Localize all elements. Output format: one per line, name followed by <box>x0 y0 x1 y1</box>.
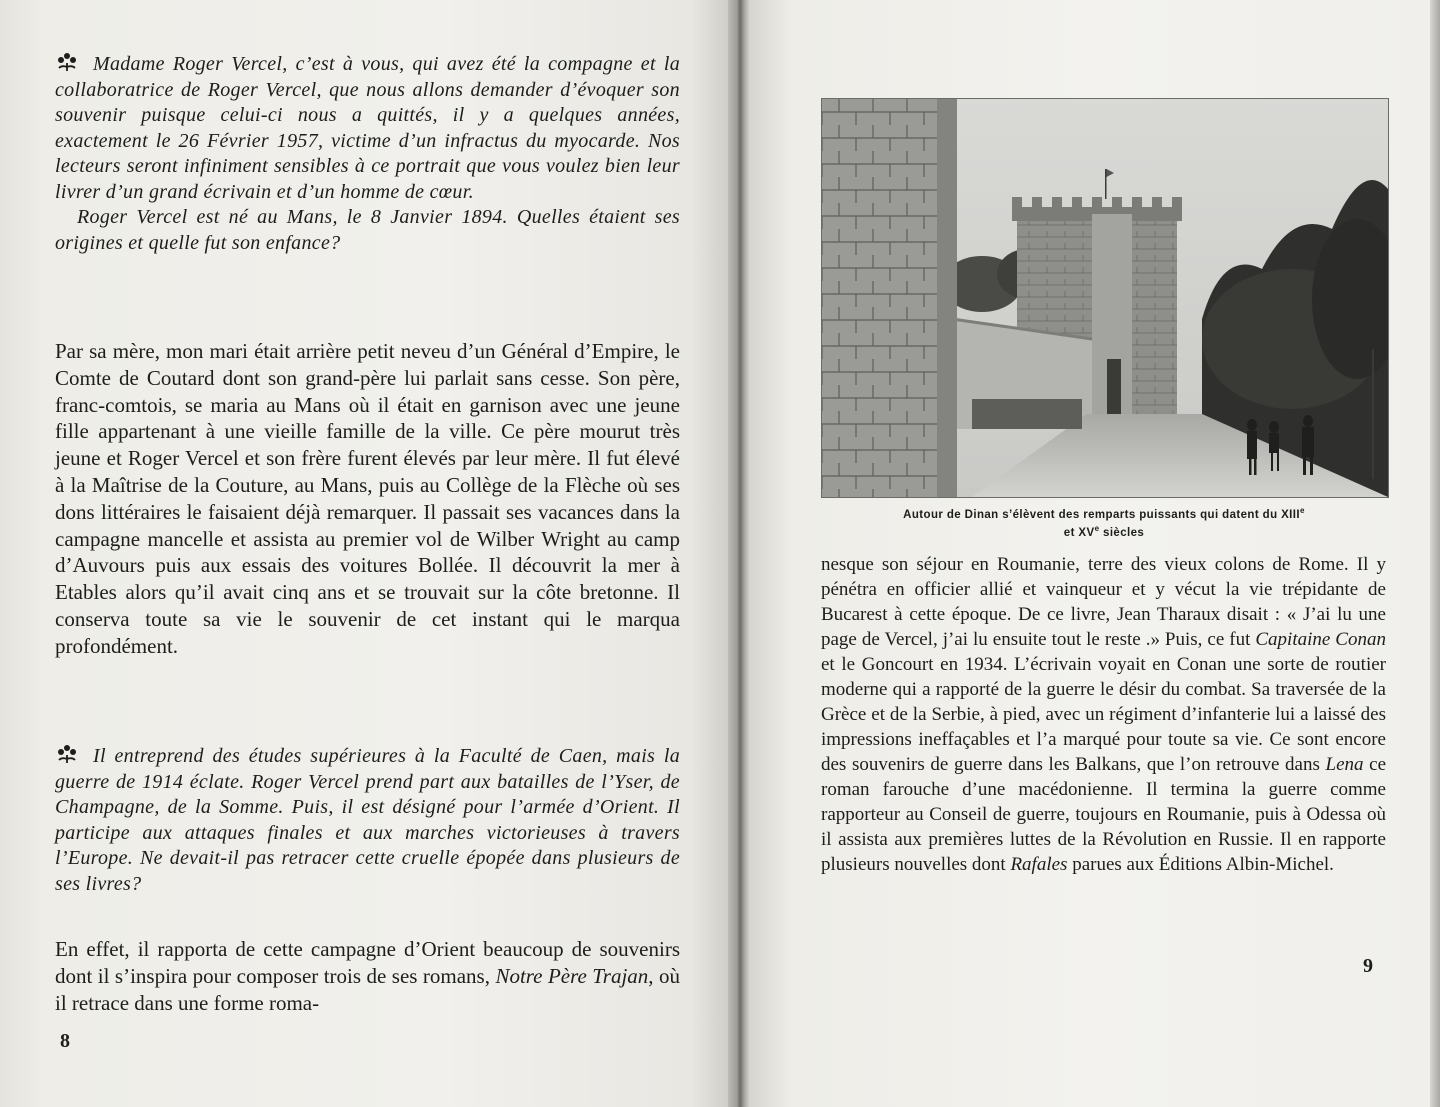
question-1-paragraph-2: Roger Vercel est né au Mans, le 8 Janvier 1894. Quelles étaient ses origines et quelle fut son enfance? <box>55 206 680 254</box>
page-number-left: 8 <box>60 1030 70 1052</box>
book-title-capitaine-conan: Capitaine Conan <box>1255 629 1386 650</box>
interview-question-1 <box>55 52 680 256</box>
page-edge <box>1430 0 1440 1107</box>
interview-answer-1: Par sa mère, mon mari était arrière petit neveu d’un Général d’Empire, le Comte de Coutard dont son grand-père lui parlait sans cesse. Son père, franc-comtois, se maria au Mans où il était en garnison avec une jeune fille appartenant à une vieille famille de la ville. Ce père mourut très jeune et Roger Vercel et son frère furent élevés par leur mère. Il fut élevé à la Maîtrise de la Couture, au Mans, puis au Collège de la Flèche où ses dons littéraires le faisaient déjà remarquer. Il passait ses vacances dans la campagne mancelle et assista au premier vol de Wilber Wright au camp d’Auvours puis aux essais des voitures Bollée. Il découvrit la mer à Etables alors qu’il avait cinq ans et se trouvait sur la côte bretonne. Il conserva toute sa vie le souvenir de cet instant qui le marqua profondément. <box>55 339 680 658</box>
book-gutter <box>728 0 750 1107</box>
interview-question-2 <box>55 744 680 897</box>
question-1-paragraph-1: Madame Roger Vercel, c’est à vous, qui avez été la compagne et la collaboratrice de Roger Vercel, que nous allons demander d’évoquer son souvenir puisque celui-ci nous a quittés, il y a quelques années, exactement le 26 Février 1957, victime d’un infractus du myocarde. Nos lecteurs seront infiniment sensibles à ce portrait que vous voulez bien leur livrer d’un grand écrivain et d’un homme de cœur. <box>55 53 680 203</box>
book-title: Notre Père Trajan <box>495 963 649 988</box>
flower-ornament-icon <box>55 52 79 72</box>
interview-answer-2: En effet, il rapporta de cette campagne d’Orient beaucoup de souvenirs dont il s’inspira pour composer trois de ses romans, Notre Père Trajan, où il retrace dans une forme roma- <box>55 937 680 1015</box>
book-title-rafales: Rafales <box>1010 854 1068 875</box>
question-2-paragraph: Il entreprend des études supérieures à la Faculté de Caen, mais la guerre de 1914 éclate. Roger Vercel prend part aux batailles de l’Yser, de Champagne, de la Somme. Puis, il est désigné pour l’armée d’Orient. Il participe aux attaques finales et aux marches victorieuses à travers l’Europe. Ne devait-il pas retracer cette cruelle épopée dans plusieurs de ses livres? <box>55 745 680 895</box>
photo-caption: Autour de Dinan s’élèvent des remparts puissants qui datent du XIIIe et XVe siècles <box>903 506 1305 539</box>
flower-ornament-icon <box>55 744 79 764</box>
dinan-castle-photo <box>821 98 1389 498</box>
page-number-right: 9 <box>1363 955 1373 977</box>
right-page-text: nesque son séjour en Roumanie, terre des vieux colons de Rome. Il y pénétra en officier allié et vainqueur et y vécut la vie trépidante de Bucarest à cette époque. De ce livre, Jean Tharaux disait : « J’ai lu une page de Vercel, j’ai lu ensuite tout le reste .» Puis, ce fut Capitaine Conan et le Goncourt en 1934. L’écrivain voyait en Conan une sorte de routier moderne qui a rapporté de la guerre le désir du combat. Sa traversée de la Grèce et de la Serbie, à pied, avec un régiment d’infanterie lui a laissé des impressions ineffaçables et l’a marqué pour toute sa vie. Ce sont encore des souvenirs de guerre dans les Balkans, que l’on retrouve dans Lena ce roman farouche d’une macédonienne. Il termina la guerre comme rapporteur au Conseil de guerre, toujours en Roumanie, puis à Odessa où il assista aux premières luttes de la Révolution en Russie. Il en rapporte plusieurs nouvelles dont Rafales parues aux Éditions Albin-Michel. <box>821 554 1387 875</box>
book-title-lena: Lena <box>1325 754 1364 775</box>
